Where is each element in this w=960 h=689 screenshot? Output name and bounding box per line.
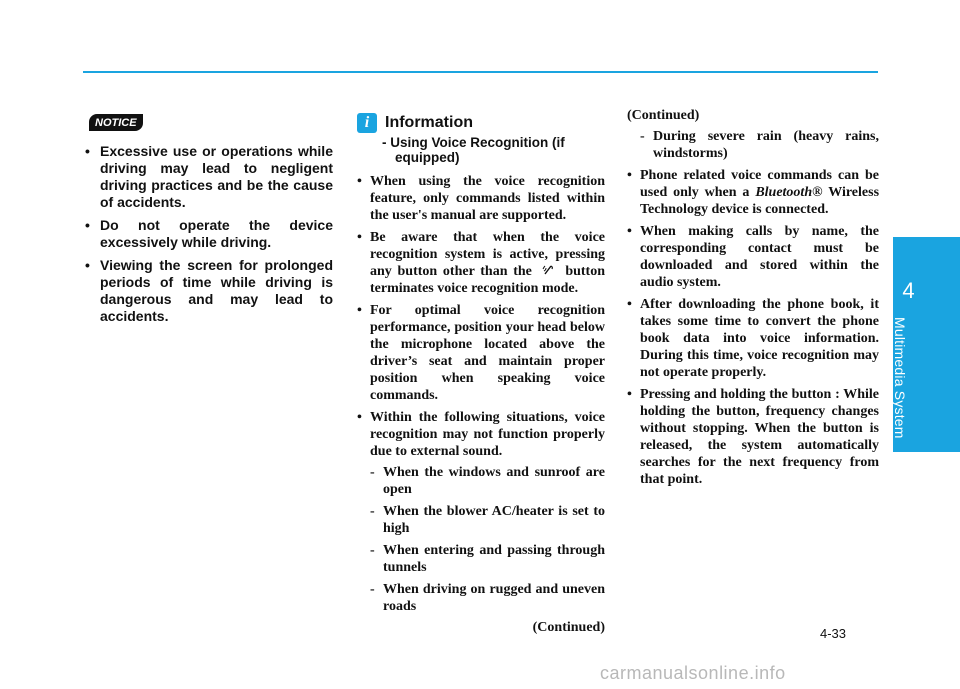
continued-item-text: Phone related voice commands can be used only when a	[640, 168, 879, 200]
info-icon: i	[357, 113, 377, 133]
notice-list	[83, 143, 333, 325]
information-item	[357, 229, 605, 297]
page-number: 4-33	[820, 626, 847, 641]
situation-list-continued	[627, 128, 879, 162]
continued-item: • When making calls by name, the corresponding contact must be downloaded and stored within the audio system.	[627, 223, 879, 291]
information-header	[357, 113, 605, 133]
situation-list	[370, 464, 605, 615]
information-section	[357, 113, 605, 636]
information-item-text: button terminates voice recognition mode.	[370, 264, 605, 296]
situation-item: - When the windows and sunroof are open	[370, 464, 605, 498]
continued-item: • After downloading the phone book, it takes some time to convert the phone book data into voice information. During this time, voice recognition may not operate properly.	[627, 296, 879, 381]
continued-list	[627, 167, 879, 488]
continued-item: • Pressing and holding the button : While holding the button, frequency changes without stopping. When the button is released, the system automatically searches for the next frequency from that point.	[627, 386, 879, 488]
information-list	[357, 173, 605, 615]
voice-recognition-icon	[542, 263, 556, 277]
notice-item: • Excessive use or operations while driving may lead to negligent driving practices and be the cause of accidents.	[83, 143, 333, 211]
information-item-text: Be aware that when the voice recognition system is active, pressing any button other than the	[370, 230, 605, 279]
information-item: • For optimal voice recognition performance, position your head below the microphone located above the driver’s seat and maintain proper position when speaking voice commands.	[357, 302, 605, 404]
information-item-text: Within the following situations, voice recognition may not function properly due to external sound.	[370, 410, 605, 459]
continued-label: (Continued)	[532, 620, 605, 635]
information-item	[357, 409, 605, 615]
situation-item: - When the blower AC/heater is set to high	[370, 503, 605, 537]
continued-section	[627, 108, 879, 493]
information-subtitle: - Using Voice Recognition (if equipped)	[382, 135, 565, 165]
situation-item: - During severe rain (heavy rains, windstorms)	[640, 128, 879, 162]
situation-item: - When driving on rugged and uneven roads	[370, 581, 605, 615]
chapter-number: 4	[902, 278, 915, 303]
chapter-title: Multimedia System	[892, 317, 908, 439]
watermark: carmanualsonline.info	[600, 663, 786, 683]
notice-item: • Viewing the screen for prolonged periods of time while driving is dangerous and may lead to accidents.	[83, 257, 333, 325]
header-rule	[83, 71, 878, 73]
information-item: • When using the voice recognition feature, only commands listed within the user's manual are supported.	[357, 173, 605, 224]
notice-badge: NOTICE	[89, 114, 143, 131]
continued-item-text: Wireless Technology device is connected.	[640, 185, 880, 217]
continued-header: (Continued)	[627, 108, 700, 123]
information-title: Information	[385, 114, 473, 131]
chapter-tab	[893, 237, 960, 452]
notice-item: • Do not operate the device excessively while driving.	[83, 217, 333, 251]
bluetooth-brand: Bluetooth®	[755, 185, 823, 200]
continued-item	[627, 167, 879, 218]
situation-item: - When entering and passing through tunnels	[370, 542, 605, 576]
notice-section	[83, 113, 333, 331]
